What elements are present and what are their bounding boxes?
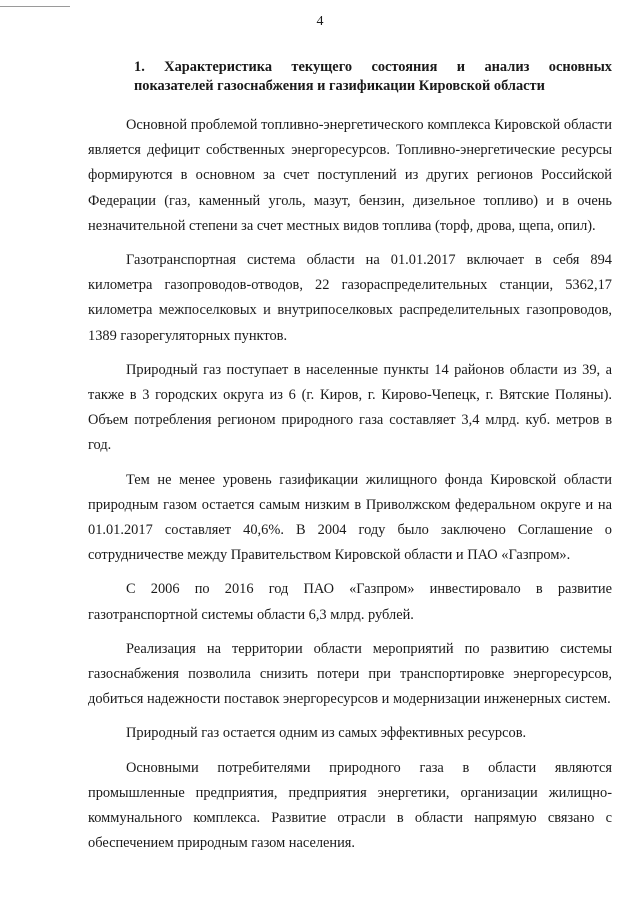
paragraph-energy-deficit: Основной проблемой топливно-энергетического комплекса Кировской области является дефицит собственных энергоресурсов. Топливно-энергетические ресурсы формируются в основном за счет поступлений из других регионов Российской Федерации (газ, каменный уголь, мазут, бензин, дизельное топливо) и в очень незначительной степени за счет местных видов топлива (торф, дрова, щепа, опил). <box>88 117 612 234</box>
section-heading-line-1: 1. Характеристика текущего состояния и анализ основных <box>134 59 612 75</box>
paragraph-gas-transport-system: Газотранспортная система области на 01.01.2017 включает в себя 894 километра газопроводов-отводов, 22 газораспределительных станции, 5362,17 километра межпоселковых и внутрипоселковых распределительных газопроводов, 1389 газорегуляторных пунктов. <box>88 252 612 344</box>
paragraph-gazprom-investment: С 2006 по 2016 год ПАО «Газпром» инвестировало в развитие газотранспортной системы области 6,3 млрд. рублей. <box>88 581 612 623</box>
paragraph-main-consumers: Основными потребителями природного газа в области являются промышленные предприятия, предприятия энергетики, организации жилищно-коммунального комплекса. Развитие отрасли в области напрямую связано с обеспечением природным газом населения. <box>88 759 612 852</box>
paragraph-gas-efficiency: Природный газ остается одним из самых эффективных ресурсов. <box>126 725 527 742</box>
page-number: 4 <box>316 14 324 29</box>
paragraph-gasification-level: Тем не менее уровень газификации жилищного фонда Кировской области природным газом остается самым низким в Приволжском федеральном округе и на 01.01.2017 составляет 40,6%. В 2004 году было заключено Соглашение о сотрудничестве между Правительством Кировской области и ПАО «Газпром». <box>88 471 612 564</box>
section-heading <box>134 58 612 96</box>
top-scan-rule <box>0 6 70 7</box>
paragraph-gas-supply-districts: Природный газ поступает в населенные пункты 14 районов области из 39, а также в 3 городских округа из 6 (г. Киров, г. Кирово-Чепецк, г. Вятские Поляны). Объем потребления регионом природного газа составляет 3,4 млрд. куб. метров в год. <box>88 361 612 454</box>
paragraph-measures-results: Реализация на территории области мероприятий по развитию системы газоснабжения позволила снизить потери при транспортировке энергоресурсов, добиться надежности поставок энергоресурсов и модернизации инженерных систем. <box>88 640 612 708</box>
document-body <box>88 58 612 865</box>
section-heading-line-2: показателей газоснабжения и газификации Кировской области <box>134 78 545 94</box>
